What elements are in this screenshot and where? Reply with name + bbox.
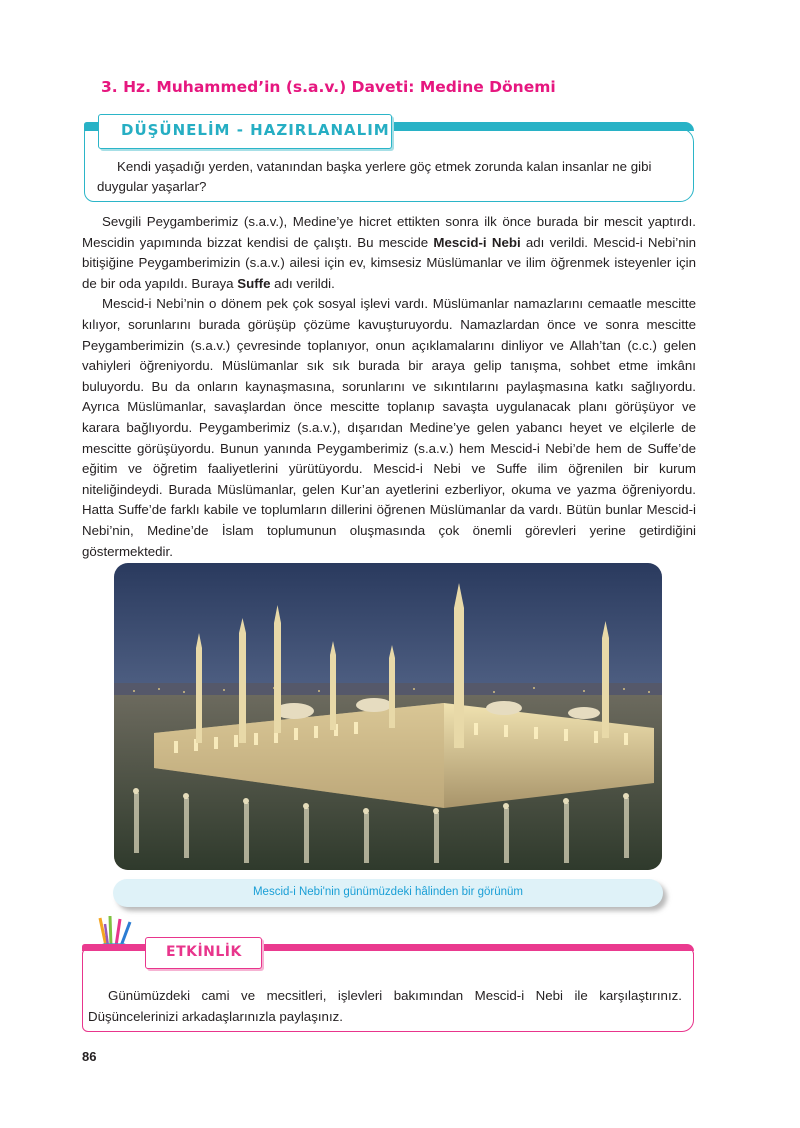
page-number: 86 <box>82 1049 97 1064</box>
body-text <box>82 212 696 562</box>
activity-label: ETKİNLİK <box>166 944 242 960</box>
think-box-label: DÜŞÜNELİM - HAZIRLANALIM <box>121 121 390 139</box>
mosque-photo <box>114 563 662 870</box>
body-paragraph-1 <box>82 212 696 294</box>
term-suffe: Suffe <box>237 275 271 291</box>
term-mescid-i-nebi: Mescid-i Nebi <box>433 234 521 250</box>
body-paragraph-2: Mescid-i Nebi’nin o dönem pek çok sosyal işlevi vardı. Müslümanlar namazlarını cemaatle mescitte kılıyor, sorunlarını burada görüşüp çözüme kavuşturuyordu. Namazlardan önce ve sonra mescitte Peygamberimizin (s.a.v.) çevresinde toplanıyor, onun açıklamalarını dinliyor ve Allah’tan (c.c.) gelen vahiyleri öğreniyordu. Müslümanlar sık sık burada bir araya gelip tanışma, sohbet etme imkânı buluyordu. Bu da onların kaynaşmasına, sorunlarını ve sıkıntılarını paylaşmasına katkı sağlıyordu. Ayrıca Müslümanlar, savaşlardan önce mescitte toplanıp savaşta uygulanacak planı görüşüyor ve karara bağlıyordu. Peygamberimiz (s.a.v.), dışarıdan Medine’ye gelen yabancı heyet ve elçilerle de mescitte görüşüyordu. Bunun yanında Peygamberimiz (s.a.v.) hem Mescid-i Nebi’de hem de Suffe’de eğitim ve öğretim faaliyetlerini yürütüyordu. Mescid-i Nebi ve Suffe ilim öğrenilen bir kurum niteliğindeydi. Burada Müslümanlar, gelen Kur’an ayetlerini ezberliyor, okuma ve yazma öğreniyordu. Hatta Suffe’de farklı kabile ve toplumların dillerini öğrenen Müslümanlar da vardı. Bütün bunlar Mescid-i Nebi’nin, Medine’de İslam toplumunun oluşmasında çok önemli görevleri yerine getirdiğini göstermektedir. <box>82 296 696 559</box>
body-paragraph-1-part-a: Sevgili Peygamberimiz (s.a.v.), Medine’ye hicret ettikten sonra ilk önce burada bir mescit yaptırdı. Mescidin yapımında bizzat kendisi de çalıştı. Bu mescide <box>82 214 696 250</box>
mosque-illustration <box>114 563 662 870</box>
photo-caption <box>113 879 663 907</box>
section-title: 3. Hz. Muhammed’in (s.a.v.) Daveti: Medine Dönemi <box>101 78 556 96</box>
think-box-text: Kendi yaşadığı yerden, vatanından başka yerlere göç etmek zorunda kalan insanlar ne gibi duygular yaşarlar? <box>97 159 652 194</box>
body-paragraph-1-part-b: adı verildi. Mescid-i Nebi’nin bitişiğine Peygamberimizin (s.a.v.) ailesi için ev, kimsesiz Müslümanlar ve ilim öğrenmek isteyenler için de bir oda yapıldı. Buraya <box>82 234 696 291</box>
body-paragraph-1-part-c: adı verildi. <box>270 275 335 291</box>
activity-text: Günümüzdeki cami ve mecsitleri, işlevleri bakımından Mescid-i Nebi ile karşılaştırınız. Düşüncelerinizi arkadaşlarınızla paylaşınız. <box>88 988 682 1024</box>
photo-caption-text: Mescid-i Nebi'nin günümüzdeki hâlinden bir görünüm <box>252 886 524 898</box>
